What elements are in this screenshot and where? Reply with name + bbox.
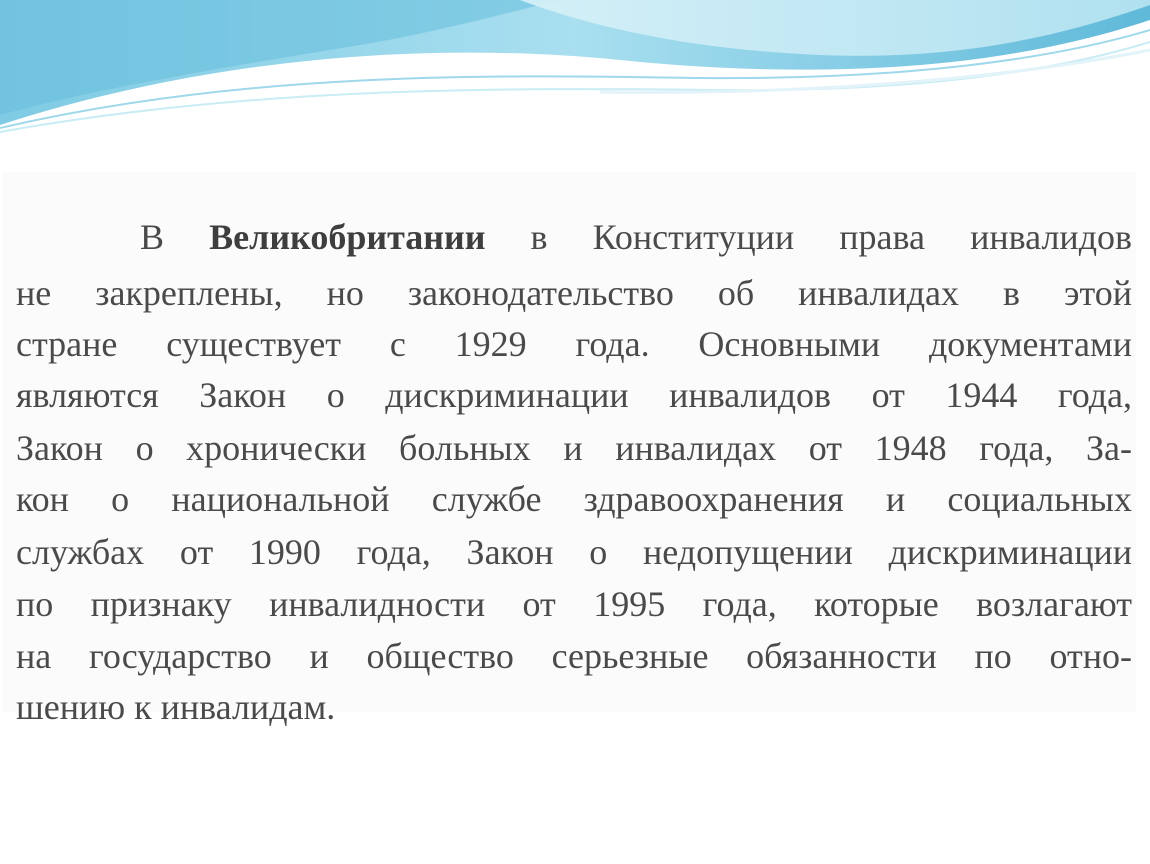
paragraph-line-7: службах от 1990 года, Закон о недопущении дискриминации <box>16 532 1132 572</box>
text-panel <box>2 172 1136 727</box>
paragraph-line-8: по признаку инвалидности от 1995 года, которые возлагают <box>16 584 1132 624</box>
country-name: Великобритании <box>209 217 486 257</box>
paragraph-line-6: кон о национальной службе здравоохранения и социальных <box>16 479 1132 519</box>
line1-prefix: В <box>140 217 210 257</box>
paragraph-line-4: являются Закон о дискриминации инвалидов от 1944 года, <box>16 375 1132 415</box>
paragraph-line-10: шению к инвалидам. <box>16 687 336 727</box>
line1-suffix: в Конституции права инвалидов <box>485 217 1133 257</box>
paragraph-line-9: на государство и общество серьезные обязанности по отно- <box>16 636 1132 676</box>
paragraph-line-3: стране существует с 1929 года. Основными документами <box>16 324 1132 364</box>
wave-header-decoration <box>0 0 1150 140</box>
paragraph-line-2: не закреплены, но законодательство об инвалидах в этой <box>16 273 1132 313</box>
paragraph-line-1 <box>16 212 1132 262</box>
paragraph-line-5: Закон о хронически больных и инвалидах от 1948 года, За- <box>16 428 1132 468</box>
